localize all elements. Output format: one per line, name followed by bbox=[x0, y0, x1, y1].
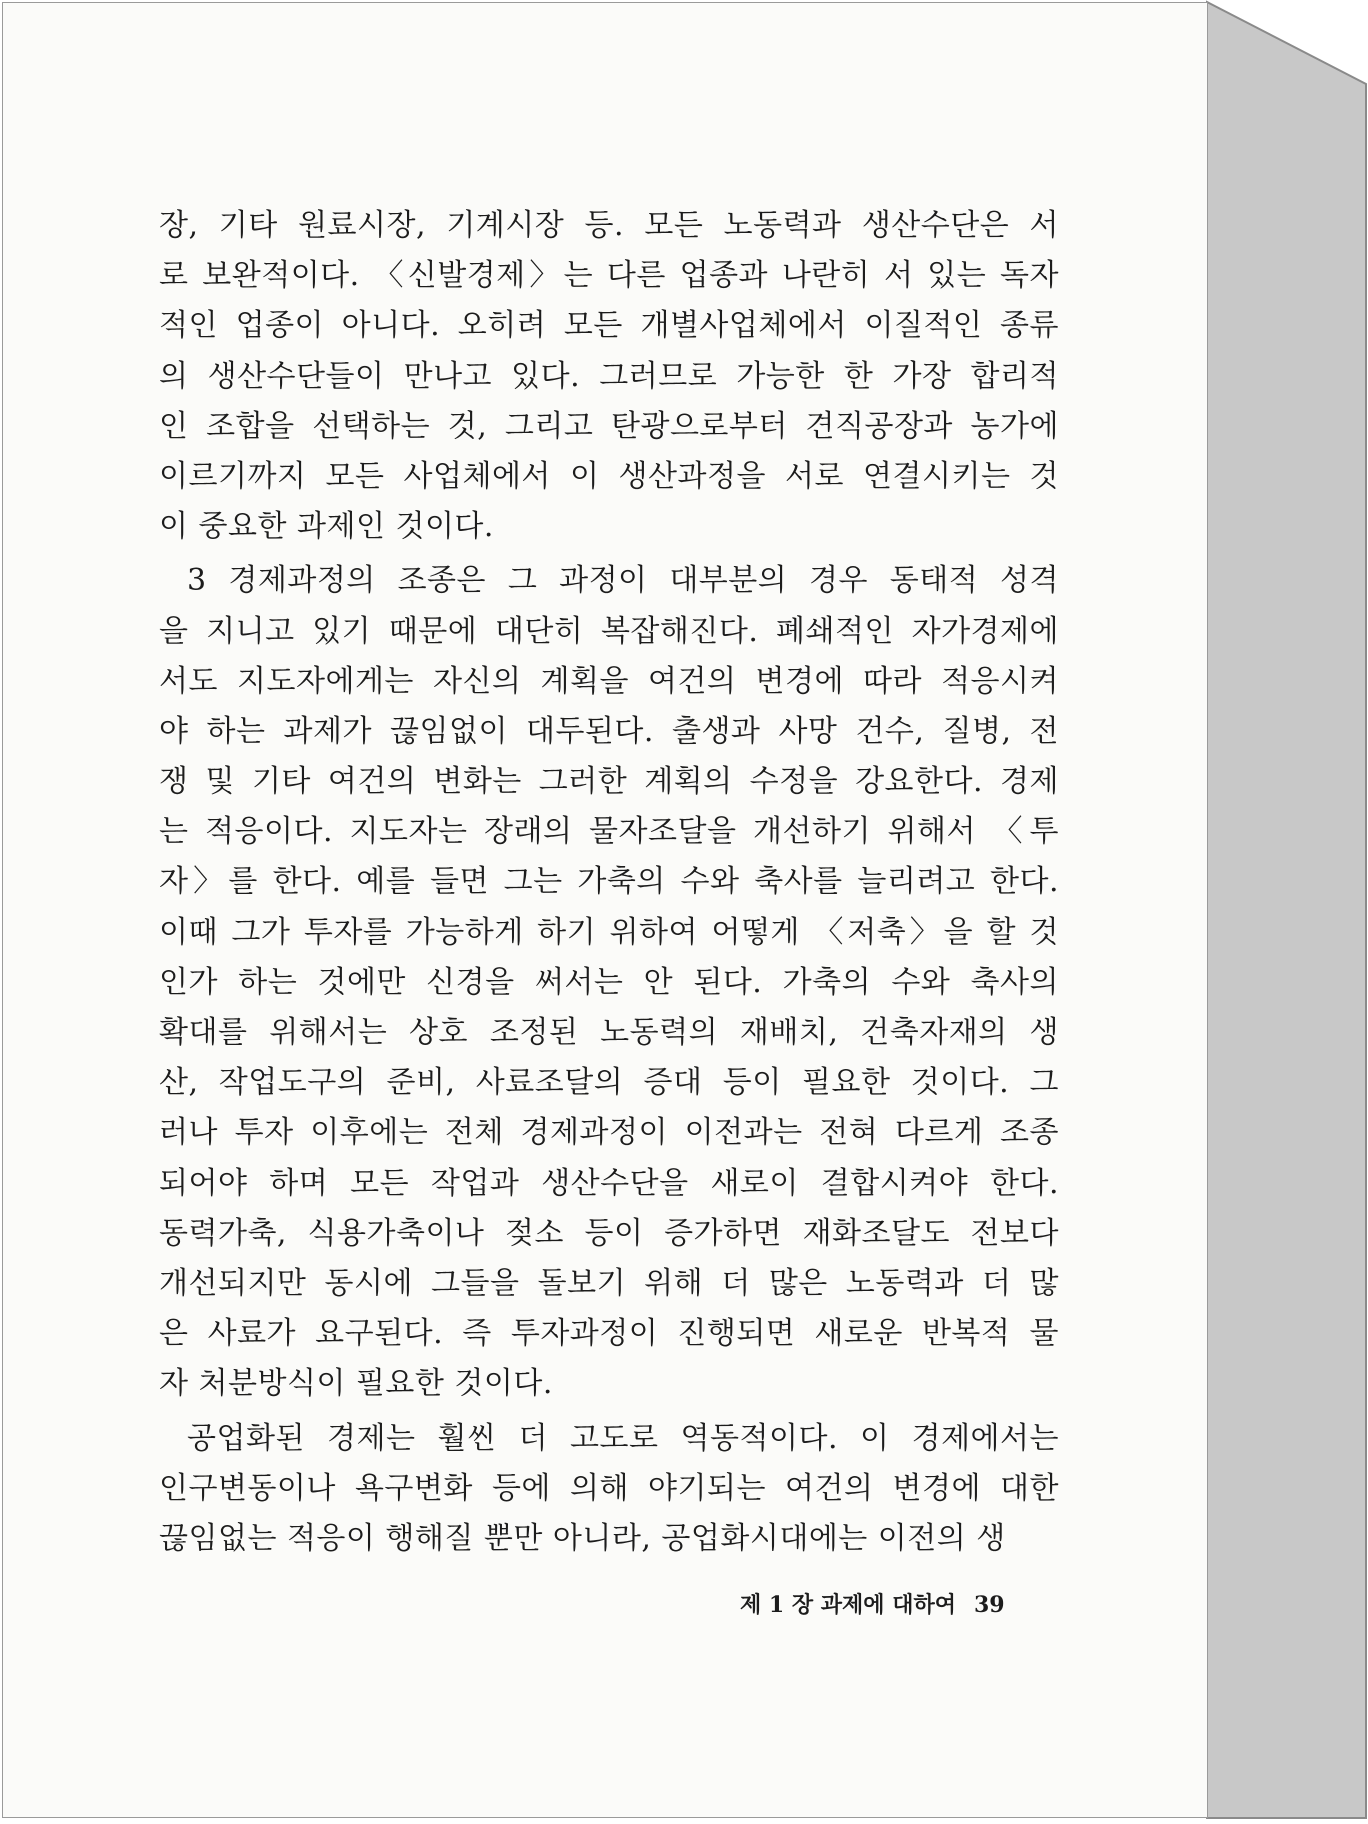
text-line: 동력가축, 식용가축이나 젖소 등이 증가하면 재화조달도 전보다 bbox=[159, 1215, 1059, 1251]
paragraph bbox=[159, 556, 1059, 1409]
text-line: 끊임없는 적응이 행해질 뿐만 아니라, 공업화시대에는 이전의 생 bbox=[159, 1520, 1006, 1556]
book-thickness-side bbox=[1207, 2, 1366, 1818]
text-line: 야 하는 과제가 끊임없이 대두된다. 출생과 사망 건수, 질병, 전 bbox=[159, 713, 1059, 749]
text-line: 인 조합을 선택하는 것, 그리고 탄광으로부터 견직공장과 농가에 bbox=[159, 408, 1059, 444]
text-line: 확대를 위해서는 상호 조정된 노동력의 재배치, 건축자재의 생 bbox=[159, 1015, 1059, 1050]
running-header-chapter: 제 1 장 과제에 대하여 bbox=[740, 1592, 956, 1618]
text-line: 적인 업종이 아니다. 오히려 모든 개별사업체에서 이질적인 종류 bbox=[159, 308, 1059, 344]
text-line: 자〉를 한다. 예를 들면 그는 가축의 수와 축사를 늘리려고 한다. bbox=[159, 864, 1059, 900]
text-line: 인구변동이나 욕구변화 등에 의해 야기되는 여건의 변경에 대한 bbox=[159, 1470, 1059, 1506]
text-line: 쟁 및 기타 여건의 변화는 그러한 계획의 수정을 강요한다. 경제 bbox=[159, 764, 1059, 800]
text-line: 이 중요한 과제인 것이다. bbox=[159, 509, 494, 545]
page-body-text bbox=[159, 201, 1059, 1564]
text-line: 장, 기타 원료시장, 기계시장 등. 모든 노동력과 생산수단은 서 bbox=[159, 208, 1059, 243]
text-line: 개선되지만 동시에 그들을 돌보기 위해 더 많은 노동력과 더 많 bbox=[159, 1265, 1059, 1301]
text-line: 서도 지도자에게는 자신의 계획을 여건의 변경에 따라 적응시켜 bbox=[159, 663, 1059, 699]
text-line: 되어야 하며 모든 작업과 생산수단을 새로이 결합시켜야 한다. bbox=[159, 1165, 1059, 1201]
text-line: 러나 투자 이후에는 전체 경제과정이 이전과는 전혀 다르게 조종 bbox=[159, 1115, 1059, 1151]
text-line: 공업화된 경제는 훨씬 더 고도로 역동적이다. 이 경제에서는 bbox=[187, 1420, 1059, 1456]
text-line: 이르기까지 모든 사업체에서 이 생산과정을 서로 연결시키는 것 bbox=[159, 458, 1059, 494]
text-line: 인가 하는 것에만 신경을 써서는 안 된다. 가축의 수와 축사의 bbox=[159, 964, 1059, 1000]
paragraph bbox=[159, 1414, 1059, 1565]
text-line: 이때 그가 투자를 가능하게 하기 위하여 어떻게 〈저축〉을 할 것 bbox=[159, 914, 1059, 950]
text-line: 자 처분방식이 필요한 것이다. bbox=[159, 1366, 553, 1402]
text-line: 은 사료가 요구된다. 즉 투자과정이 진행되면 새로운 반복적 물 bbox=[159, 1316, 1059, 1352]
text-line: 3 경제과정의 조종은 그 과정이 대부분의 경우 동태적 성격 bbox=[187, 563, 1059, 599]
paragraph bbox=[159, 201, 1059, 552]
text-line: 을 지니고 있기 때문에 대단히 복잡해진다. 폐쇄적인 자가경제에 bbox=[159, 613, 1059, 649]
text-line: 로 보완적이다. 〈신발경제〉는 다른 업종과 나란히 서 있는 독자 bbox=[159, 258, 1059, 294]
text-line: 는 적응이다. 지도자는 장래의 물자조달을 개선하기 위해서 〈투 bbox=[159, 814, 1059, 850]
page-number: 39 bbox=[973, 1592, 1005, 1618]
text-line: 의 생산수단들이 만나고 있다. 그러므로 가능한 한 가장 합리적 bbox=[159, 358, 1059, 394]
text-line: 산, 작업도구의 준비, 사료조달의 증대 등이 필요한 것이다. 그 bbox=[159, 1065, 1059, 1101]
page-footer bbox=[740, 1588, 1040, 1619]
